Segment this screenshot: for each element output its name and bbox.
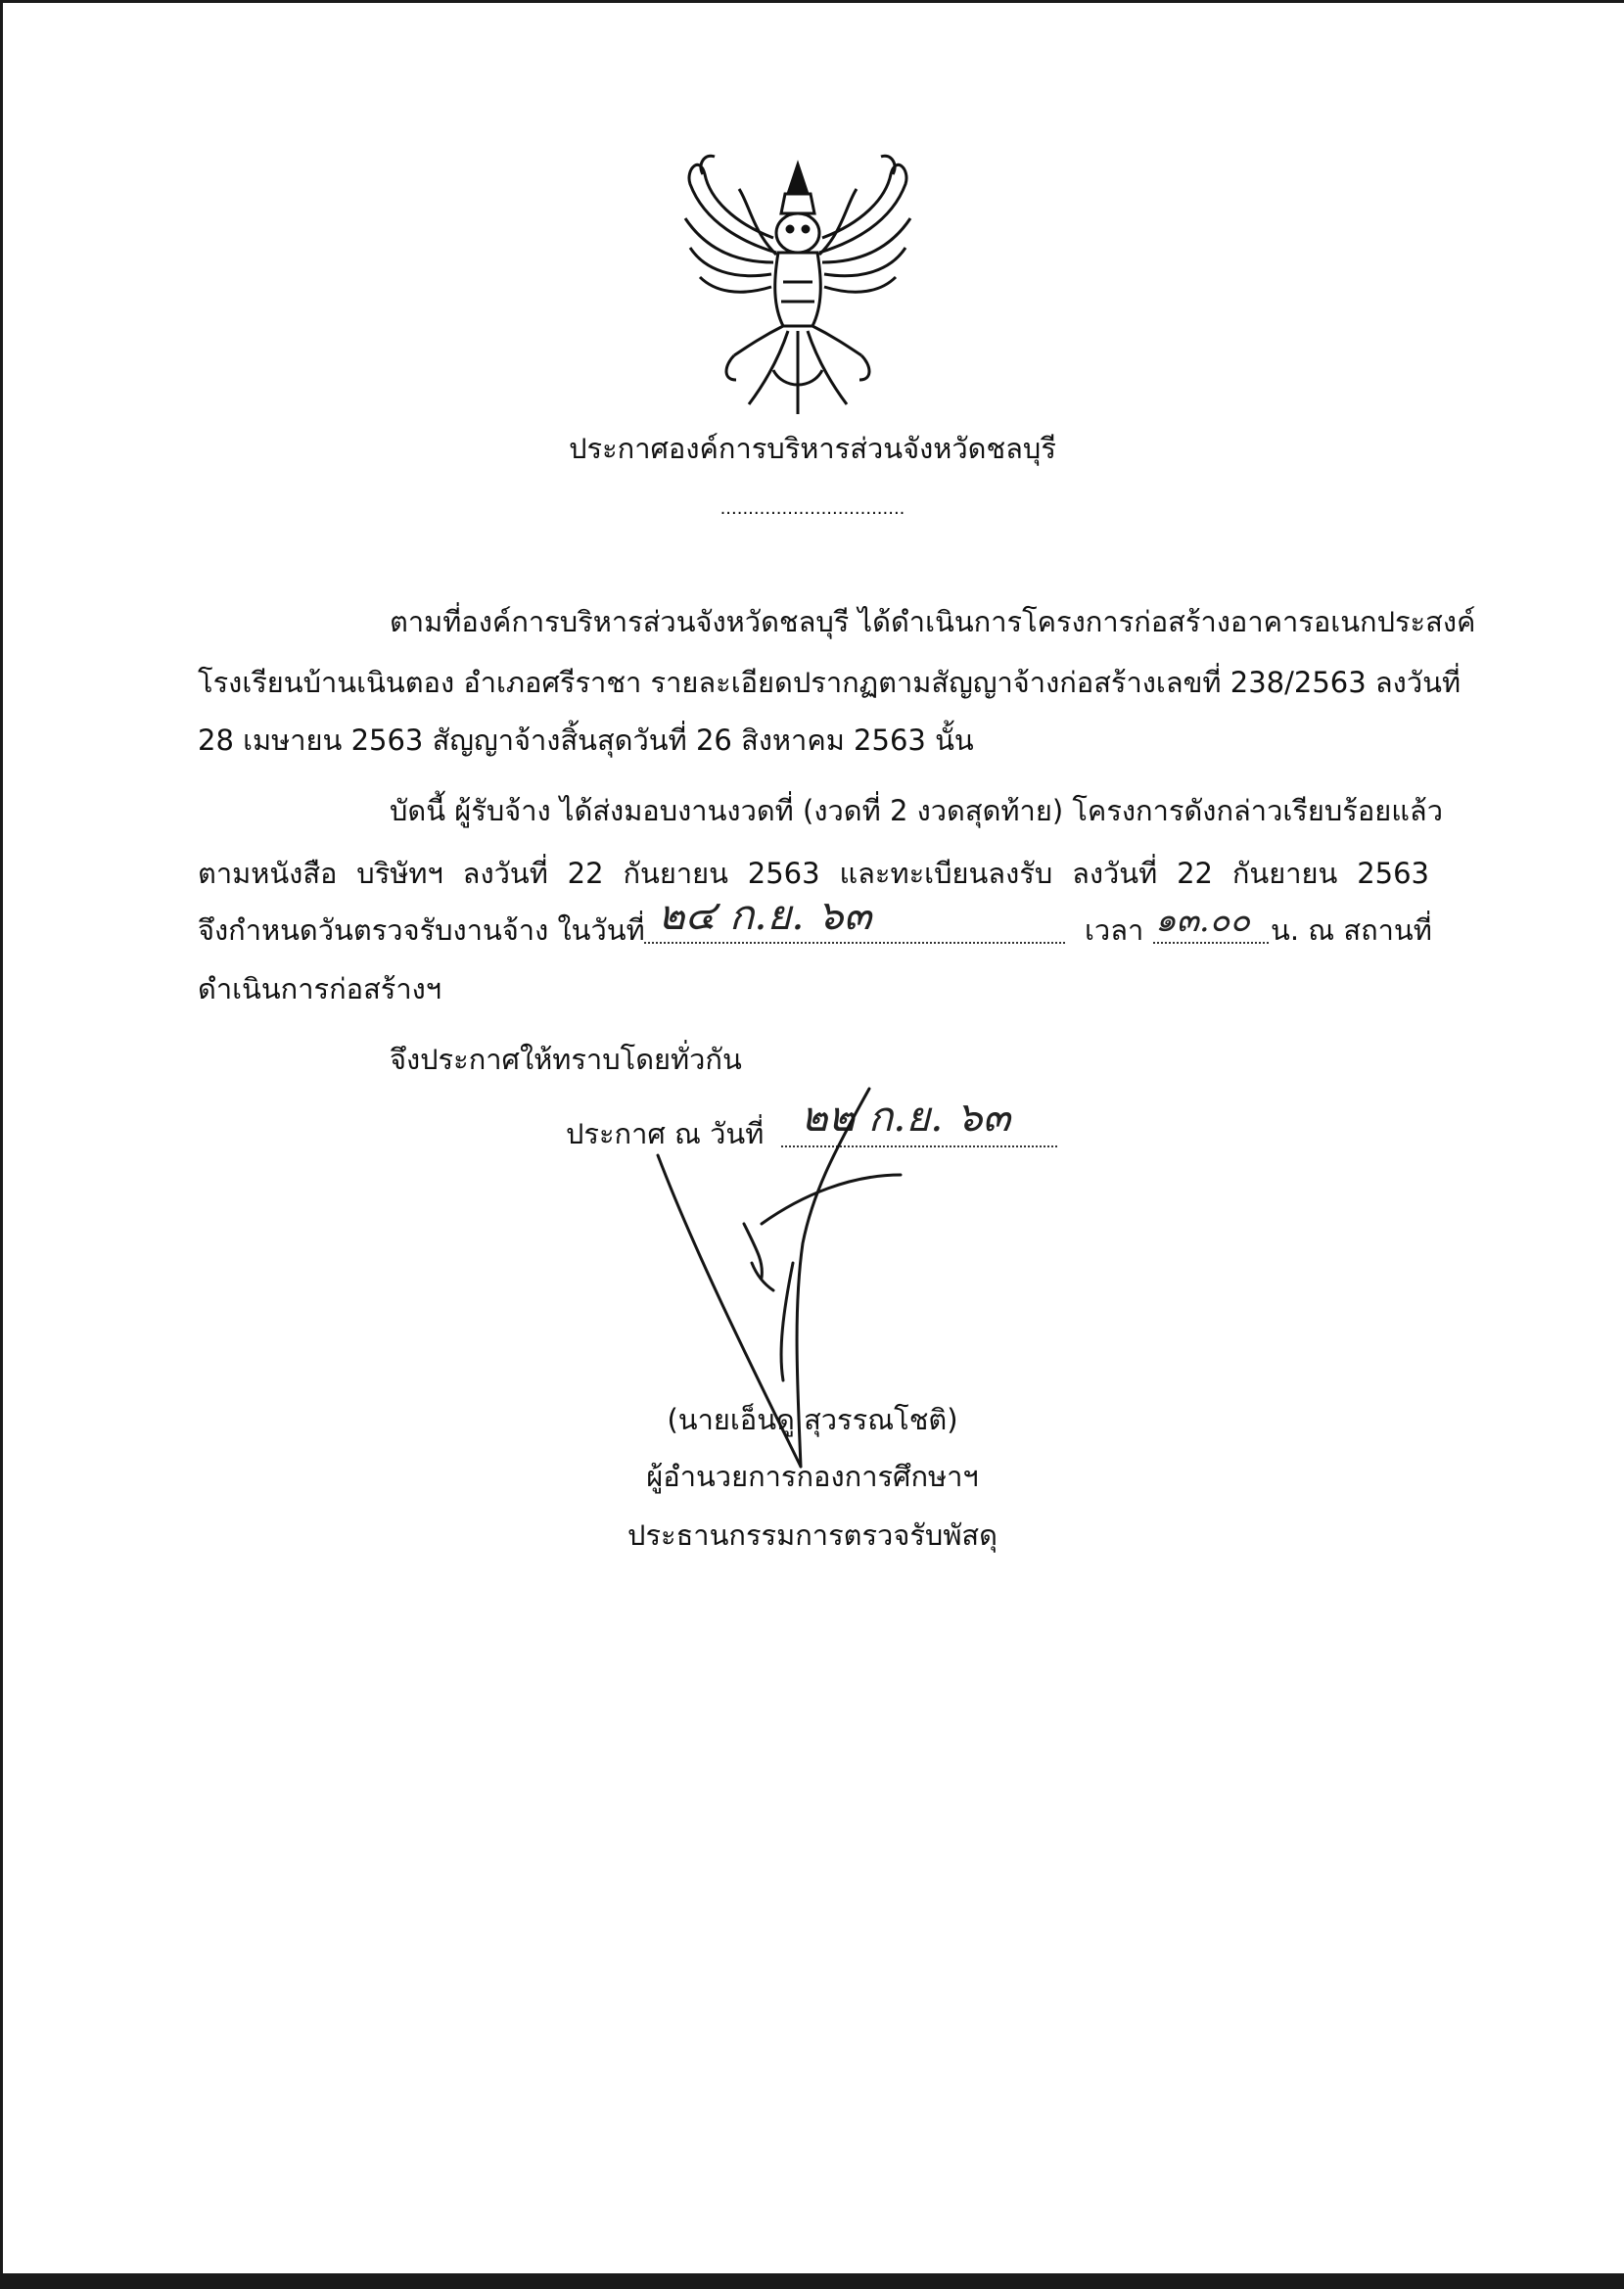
signer-name: (นายเอ็นดู สุวรรณโชติ) — [667, 1403, 958, 1436]
para1-line2: โรงเรียนบ้านเนินตอง อำเภอศรีราชา รายละเอียดปรากฏตามสัญญาจ้างก่อสร้างเลขที่ 238/2563 ลงวันที่ — [198, 666, 1462, 699]
inspection-time-handwritten: ๑๓.๐๐ — [1155, 901, 1251, 940]
signer-position-1: ผู้อำนวยการกองการศึกษาฯ — [646, 1460, 979, 1493]
announce-prefix: ประกาศ ณ วันที่ — [566, 1117, 765, 1150]
scan-border-left — [0, 0, 3, 2289]
scan-border-top — [0, 0, 1624, 3]
para2-line2: ตามหนังสือ บริษัทฯ ลงวันที่ 22 กันยายน 2563 และทะเบียนลงรับ ลงวันที่ 22 กันยายน 2563 — [198, 857, 1429, 890]
page-title: ประกาศองค์การบริหารส่วนจังหวัดชลบุรี — [569, 432, 1056, 465]
para2-line1: บัดนี้ ผู้รับจ้าง ได้ส่งมอบงานงวดที่ (งวดที่ 2 งวดสุดท้าย) โครงการดังกล่าวเรียบร้อยแล้ว — [390, 794, 1443, 827]
title-separator: ................................. — [719, 498, 905, 519]
signer-position-2: ประธานกรรมการตรวจรับพัสดุ — [627, 1518, 998, 1552]
para1-line3: 28 เมษายน 2563 สัญญาจ้างสิ้นสุดวันที่ 26 สิงหาคม 2563 นั้น — [198, 724, 974, 757]
closing-text: จึงประกาศให้ทราบโดยทั่วกัน — [390, 1043, 742, 1076]
para1-line1: ตามที่องค์การบริหารส่วนจังหวัดชลบุรี ได้ดำเนินการโครงการก่อสร้างอาคารอเนกประสงค์ — [390, 605, 1476, 638]
time-label: เวลา — [1085, 913, 1144, 947]
inspection-date-handwritten: ๒๔ ก.ย. ๖๓ — [658, 891, 872, 939]
para2-line4: ดำเนินการก่อสร้างฯ — [198, 972, 442, 1005]
para2-line3-prefix: จึงกำหนดวันตรวจรับงานจ้าง ในวันที่ — [198, 913, 645, 947]
para2-line3-suffix: น. ณ สถานที่ — [1271, 913, 1432, 947]
scan-border-bottom — [0, 2273, 1624, 2289]
announce-date-handwritten: ๒๒ ก.ย. ๖๓ — [801, 1093, 1011, 1141]
garuda-emblem — [675, 145, 920, 419]
